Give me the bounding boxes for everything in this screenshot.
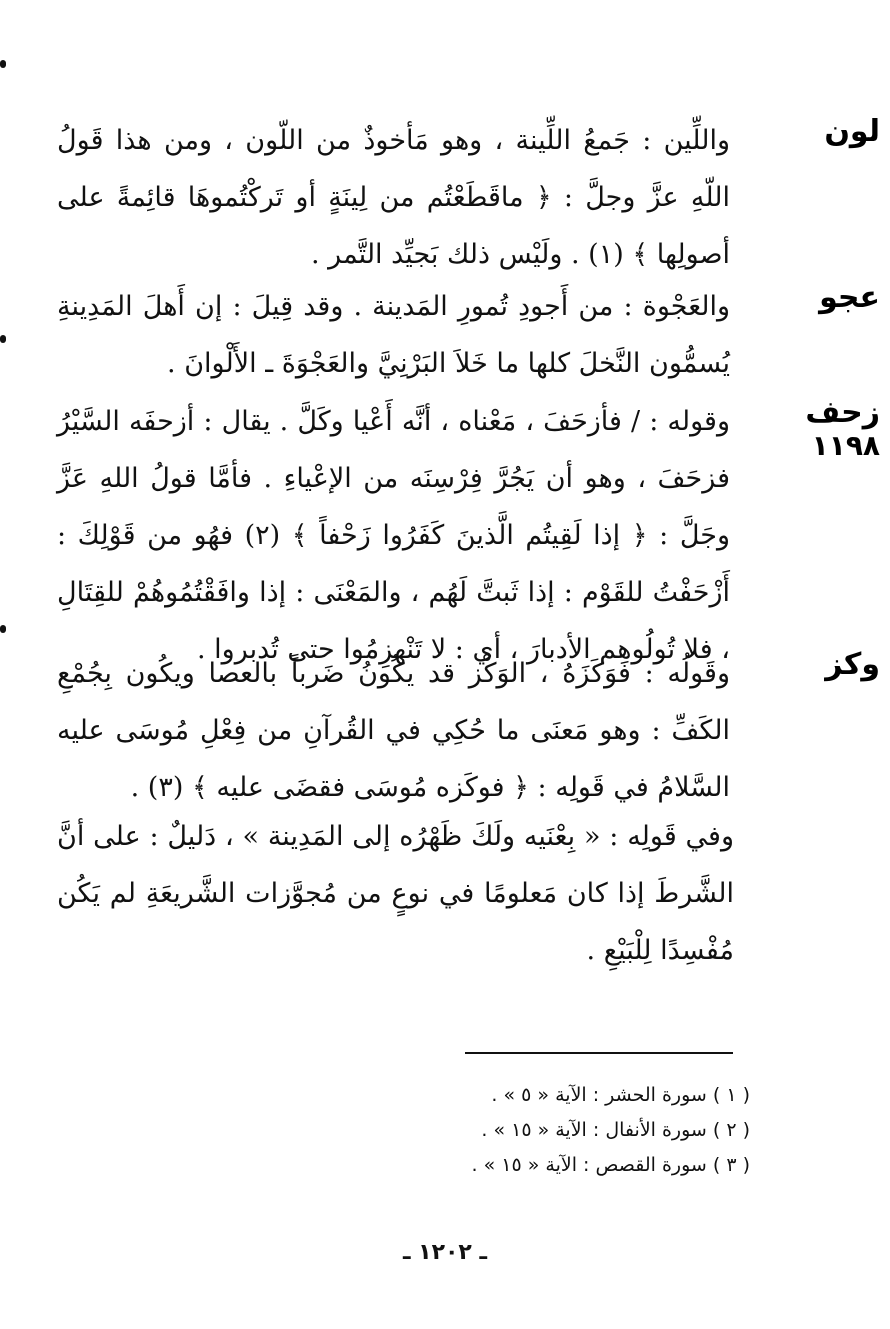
page-number: ـ ١٢٠٢ ـ xyxy=(402,1240,488,1265)
dictionary-entry xyxy=(45,645,890,815)
headword-text: عجو xyxy=(819,280,880,315)
margin-mark xyxy=(0,335,6,343)
margin-mark xyxy=(0,60,6,68)
footnotes xyxy=(250,1078,750,1183)
entry-body: واللِّين : جَمعُ اللِّينة ، وهو مَأخوذٌ من اللّون ، ومن هذا قَولُ اللّهِ عزَّ وجلَّ : ﴿ ماقَطَعْتُم من لِينَةٍ أو تَركْتُموهَا قائِمةً على أصولِها ﴾ (١) . ولَيْس ذلك بَجيِّد التَّمر . xyxy=(57,125,730,270)
footnote: ( ١ ) سورة الحشر : الآية « ٥ » . xyxy=(491,1084,750,1106)
headword-text: وكز xyxy=(825,647,880,682)
closing-paragraph: وفي قَولِه : « بِعْنَيه ولَكَ ظَهْرُه إلى المَدِينة » ، دَليلٌ : على أنَّ الشَّرطَ إذا كان مَعلومًا في نوعٍ من مُجوَّزات الشَّريعَةِ لم يَكُن مُفْسِدًا لِلْبَيْعِ . xyxy=(57,821,734,966)
entry-body: وقَولُه : فَوَكَزَهُ ، الوَكْز قد يكُونُ ضَرباً بالعصا ويكُون بِجُمْعِ الكَفِّ : وهو مَعنَى ما حُكِي في القُرآنِ من فِعْلِ مُوسَى عليه السَّلامُ في قَولِه : ﴿ فوكَزه مُوسَى فقضَى عليه ﴾ (٣) . xyxy=(57,658,730,803)
entry-headword xyxy=(790,112,880,152)
entry-body: والعَجْوة : من أَجودِ تُمورِ المَدينة . وقد قِيلَ : إن أَهلَ المَدِينةِ يُسمُّون النَّخلَ كلها ما خَلاَ البَرْنِيَّ والعَجْوَةَ ـ الأَلْوانَ . xyxy=(57,291,730,379)
entry-headword xyxy=(790,645,880,685)
footnote-separator xyxy=(465,1052,733,1054)
dictionary-entry xyxy=(45,112,890,287)
footnote: ( ٢ ) سورة الأنفال : الآية « ١٥ » . xyxy=(481,1119,750,1141)
headword-text: لون xyxy=(824,114,880,149)
headword-text: زحف xyxy=(805,395,880,430)
manuscript-folio-number: ١١٩٨ xyxy=(811,429,880,462)
entry-headword xyxy=(790,278,880,318)
dictionary-entry xyxy=(45,278,890,388)
footnote: ( ٣ ) سورة القصص : الآية « ١٥ » . xyxy=(471,1154,750,1176)
margin-mark xyxy=(0,625,6,633)
entry-headword xyxy=(790,393,880,462)
entry-body: وقوله : / فأزحَفَ ، مَعْناه ، أنَّه أَعْيا وكَلَّ . يقال : أزحفَه السَّيْرُ فزحَفَ ، وهو أن يَجُرَّ فِرْسِنَه من الإعْياءِ . فأمَّا قولُ اللهِ عَزَّ وجَلَّ : ﴿ إذا لَقِيتُم الَّذينَ كَفَرُوا زَحْفاً ﴾ (٢) فهُو من قَوْلِكَ : أَزْحَفْتُ للقَوْم : إذا ثَبتَّ لَهُم ، والمَعْنَى : إذا وافَقْتُمُوهُمْ للقِتَالِ ، فلا تُولُوهم الأدبارَ ، أي : لا تَنْهزِمُوا حتى تُدبروا . xyxy=(57,406,730,665)
